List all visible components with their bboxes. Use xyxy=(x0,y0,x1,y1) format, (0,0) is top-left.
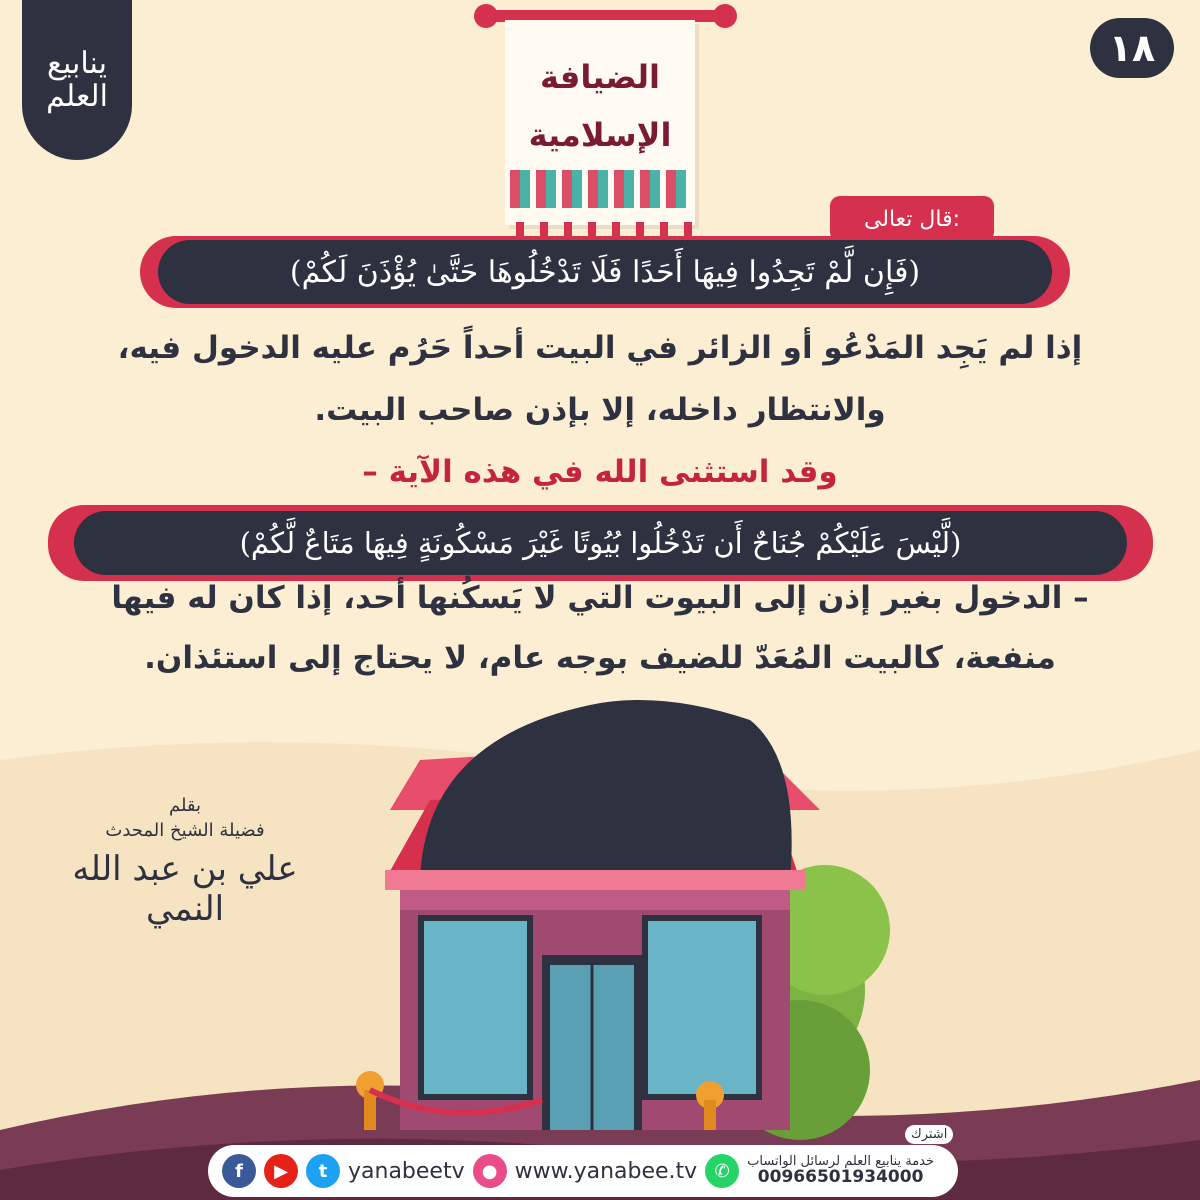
footer-bar xyxy=(208,1145,958,1197)
facebook-icon[interactable]: f xyxy=(222,1154,256,1188)
twitter-icon[interactable]: t xyxy=(306,1154,340,1188)
paragraph1-line1: إذا لم يَجِد المَدْعُو أو الزائر في البيت أحداً حَرُم عليه الدخول فيه، xyxy=(117,330,1083,366)
whatsapp-icon[interactable]: ✆ xyxy=(705,1154,739,1188)
twitter-handle[interactable]: yanabeetv xyxy=(348,1158,465,1184)
whatsapp-service-label: خدمة ينابيع العلم لرسائل الواتساب xyxy=(747,1154,935,1170)
verse2-text: (لَّيْسَ عَلَيْكُمْ جُنَاحٌ أَن تَدْخُلُوا بُيُوتًا غَيْرَ مَسْكُونَةٍ فِيهَا مَتَاعٌ لَّكُمْ) xyxy=(74,511,1127,575)
house-illustration xyxy=(330,680,930,1140)
author-by: بقلم xyxy=(168,795,202,816)
dribbble-icon[interactable]: ● xyxy=(473,1154,507,1188)
verse1-frame xyxy=(140,236,1070,308)
whatsapp-number[interactable]: 00966501934000 xyxy=(757,1166,924,1187)
page-title: الضيافة الإسلامية xyxy=(528,58,672,154)
scroll-pattern-band xyxy=(510,170,690,208)
page-number-badge: ١٨ xyxy=(1090,18,1174,78)
youtube-icon[interactable]: ▶ xyxy=(264,1154,298,1188)
paragraph2-line1: – الدخول بغير إذن إلى البيوت التي لا يَسكُنها أحد، إذا كان له فيها xyxy=(111,580,1089,616)
exception-line: وقد استثنى الله في هذه الآية – xyxy=(362,454,838,490)
paragraph1-line2: والانتظار داخله، إلا بإذن صاحب البيت. xyxy=(314,392,886,428)
website-link[interactable]: www.yanabee.tv xyxy=(514,1158,698,1184)
subscribe-label[interactable]: اشترك xyxy=(905,1125,953,1144)
yanabee-logo: ينابيع العلم xyxy=(22,0,132,160)
paragraph2-line2: منفعة، كالبيت المُعَدّ للضيف بوجه عام، لا يحتاج إلى استئذان. xyxy=(144,640,1056,676)
author-title: فضيلة الشيخ المحدث xyxy=(105,820,265,841)
verse1-text: (فَإِن لَّمْ تَجِدُوا فِيهَا أَحَدًا فَلَا تَدْخُلُوهَا حَتَّىٰ يُؤْذَنَ لَكُمْ) xyxy=(158,240,1052,304)
said-label: قال تعالى: xyxy=(830,196,994,242)
author-signature: علي بن عبد الله النمي xyxy=(72,849,298,929)
author-block xyxy=(60,795,310,929)
verse2-frame xyxy=(48,505,1153,581)
